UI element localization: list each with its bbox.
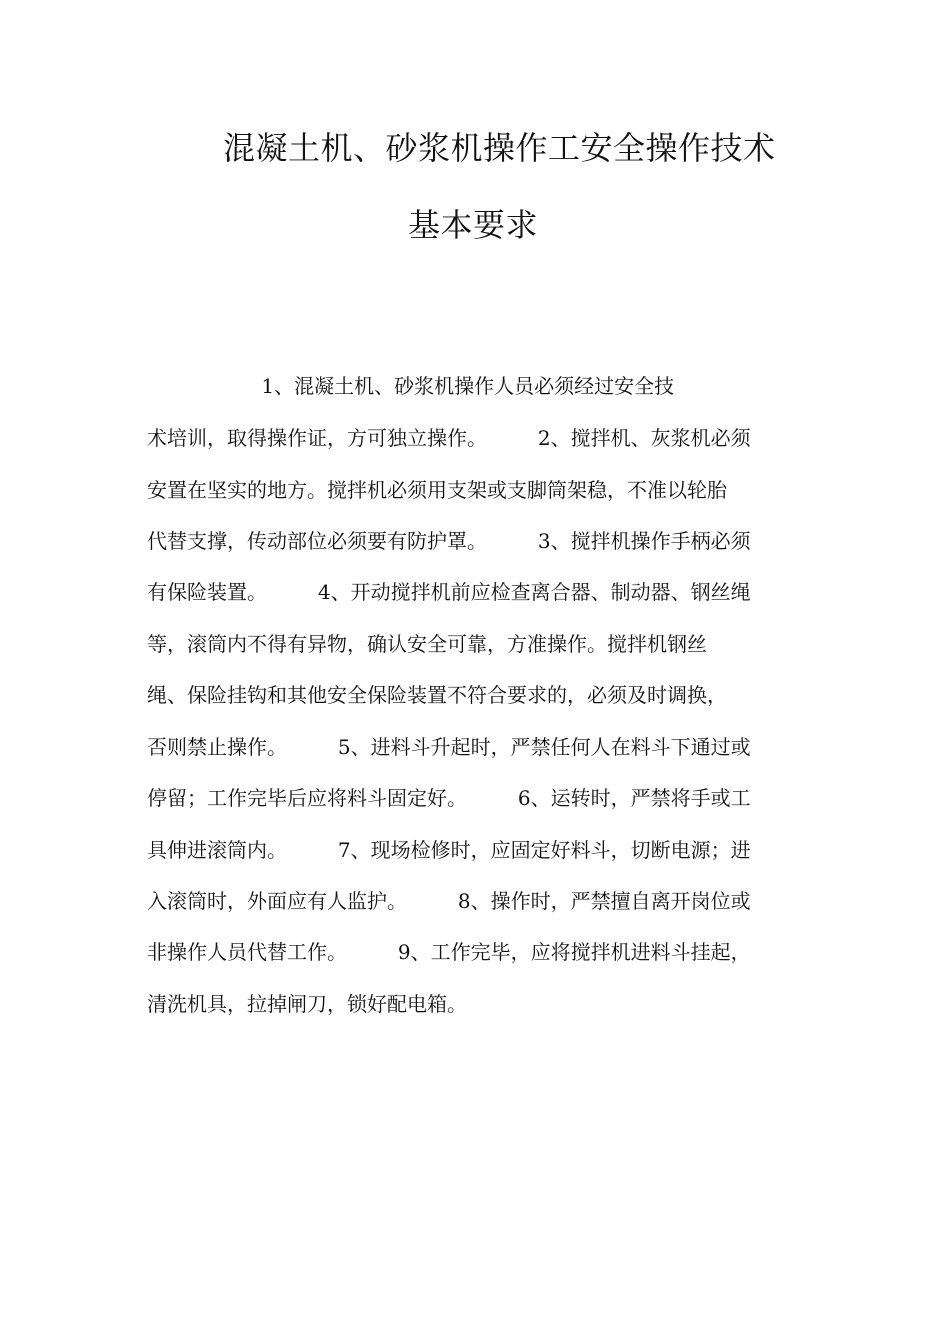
body-line-10: 具伸进滚筒内。 7、现场检修时，应固定好料斗，切断电源；进 xyxy=(147,838,751,862)
body-line-3: 安置在坚实的地方。搅拌机必须用支架或支脚筒架稳，不准以轮胎 xyxy=(147,478,727,502)
body-line-2: 术培训，取得操作证，方可独立操作。 2、搅拌机、灰浆机必须 xyxy=(147,426,751,450)
body-line-9: 停留；工作完毕后应将料斗固定好。 6、运转时，严禁将手或工 xyxy=(147,786,751,810)
body-line-11: 入滚筒时，外面应有人监护。 8、操作时，严禁擅自离开岗位或 xyxy=(147,889,751,913)
body-line-7: 绳、保险挂钩和其他安全保险装置不符合要求的，必须及时调换， xyxy=(147,683,727,707)
body-line-4: 代替支撑，传动部位必须要有防护罩。 3、搅拌机操作手柄必须 xyxy=(147,529,751,553)
body-line-8: 否则禁止操作。 5、进料斗升起时，严禁任何人在料斗下通过或 xyxy=(147,735,751,759)
body-line-13: 清洗机具，拉掉闸刀，锁好配电箱。 xyxy=(147,992,467,1016)
body-line-5: 有保险装置。 4、开动搅拌机前应检查离合器、制动器、钢丝绳 xyxy=(147,580,751,604)
body-line-1: 1、混凝土机、砂浆机操作人员必须经过安全技 xyxy=(147,374,675,398)
body-line-6: 等，滚筒内不得有异物，确认安全可靠，方准操作。搅拌机钢丝 xyxy=(147,632,707,656)
body-line-12: 非操作人员代替工作。 9、工作完毕，应将搅拌机进料斗挂起， xyxy=(147,940,751,964)
document-title-line-1: 混凝土机、砂浆机操作工安全操作技术 xyxy=(223,129,776,167)
document-title-line-2: 基本要求 xyxy=(408,206,539,244)
